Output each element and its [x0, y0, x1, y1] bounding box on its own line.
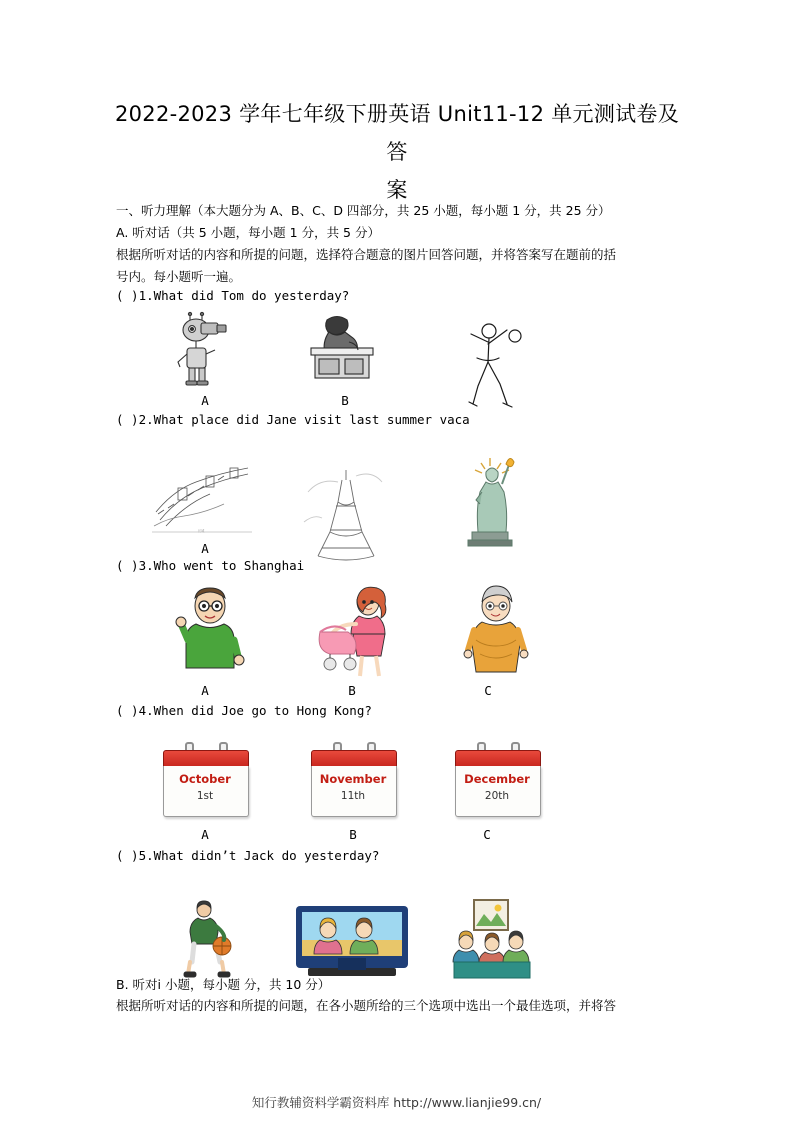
- page-title-line1: 2022-2023 学年七年级下册英语 Unit11-12 单元测试卷及答: [114, 102, 680, 164]
- section-one-heading: 一、听力理解（本大题分为 A、B、C、D 四部分，共 25 小题，每小题 1 分，共 25 分）: [116, 203, 611, 218]
- question-3-option-c-label: C: [484, 683, 492, 698]
- footer-watermark: 知行教辅资料学霸资料库 http://www.lianjie99.cn/: [251, 1095, 542, 1110]
- calendar-month-label: October: [179, 772, 231, 786]
- question-5-text: ( )5.What didn’t Jack do yesterday?: [116, 848, 380, 863]
- question-4-text: ( )4.When did Joe go to Hong Kong?: [116, 703, 372, 718]
- calendar-month-label: December: [464, 772, 530, 786]
- svg-text:长城: 长城: [198, 529, 205, 533]
- question-4-option-a-label: A: [201, 827, 209, 842]
- calendar-day-label: 11th: [340, 790, 366, 802]
- basketball-player-sketch-picture: [455, 318, 537, 412]
- calendar-icon: [163, 742, 247, 818]
- great-wall-sketch-picture: [152, 452, 252, 534]
- calendar-icon: [455, 742, 539, 818]
- question-1-option-b-label: B: [341, 393, 349, 408]
- page-title: [108, 95, 686, 209]
- watching-tv-picture: [294, 904, 410, 980]
- part-b-heading: B. 听对i 小题，每小题 分，共 10 分）: [116, 977, 331, 992]
- instruction-line-1: 根据所听对话的内容和所提的问题，选择符合题意的图片回答问题，并将答案写在题前的括: [116, 247, 617, 262]
- statue-of-liberty-picture: [452, 452, 532, 548]
- question-4-option-b-label: B: [349, 827, 357, 842]
- question-2-option-a-label: A: [201, 541, 209, 556]
- woman-with-stroller-picture: [312, 584, 400, 680]
- question-3-option-a-label: A: [201, 683, 209, 698]
- man-waving-picture: [172, 584, 250, 680]
- calendar-icon: [311, 742, 395, 818]
- art-class-picture: [452, 898, 532, 980]
- question-1-option-a-label: A: [201, 393, 209, 408]
- page-title-line2: 案: [386, 178, 408, 202]
- question-2-text: ( )2.What place did Jane visit last summer vaca: [116, 412, 470, 427]
- boy-playing-basketball-picture: [178, 900, 238, 978]
- boy-washing-dishes-picture: [303, 312, 383, 390]
- question-1-text: ( )1.What did Tom do yesterday?: [116, 288, 350, 303]
- eiffel-tower-sketch-picture: [300, 462, 396, 562]
- calendar-day-label: 1st: [196, 790, 214, 802]
- question-3-option-b-label: B: [348, 683, 356, 698]
- grandmother-picture: [458, 584, 534, 680]
- question-3-text: ( )3.Who went to Shanghai: [116, 558, 305, 573]
- part-b-instruction: 根据所听对话的内容和所提的问题，在各小题所给的三个选项中选出一个最佳选项，并将答: [116, 998, 617, 1013]
- calendar-day-label: 20th: [484, 790, 510, 802]
- question-4-option-c-label: C: [483, 827, 491, 842]
- part-a-heading: A. 听对话（共 5 小题，每小题 1 分，共 5 分）: [116, 225, 380, 240]
- robot-camera-picture: [160, 310, 250, 390]
- calendar-month-label: November: [319, 772, 387, 786]
- instruction-line-2: 号内。每小题听一遍。: [116, 269, 242, 284]
